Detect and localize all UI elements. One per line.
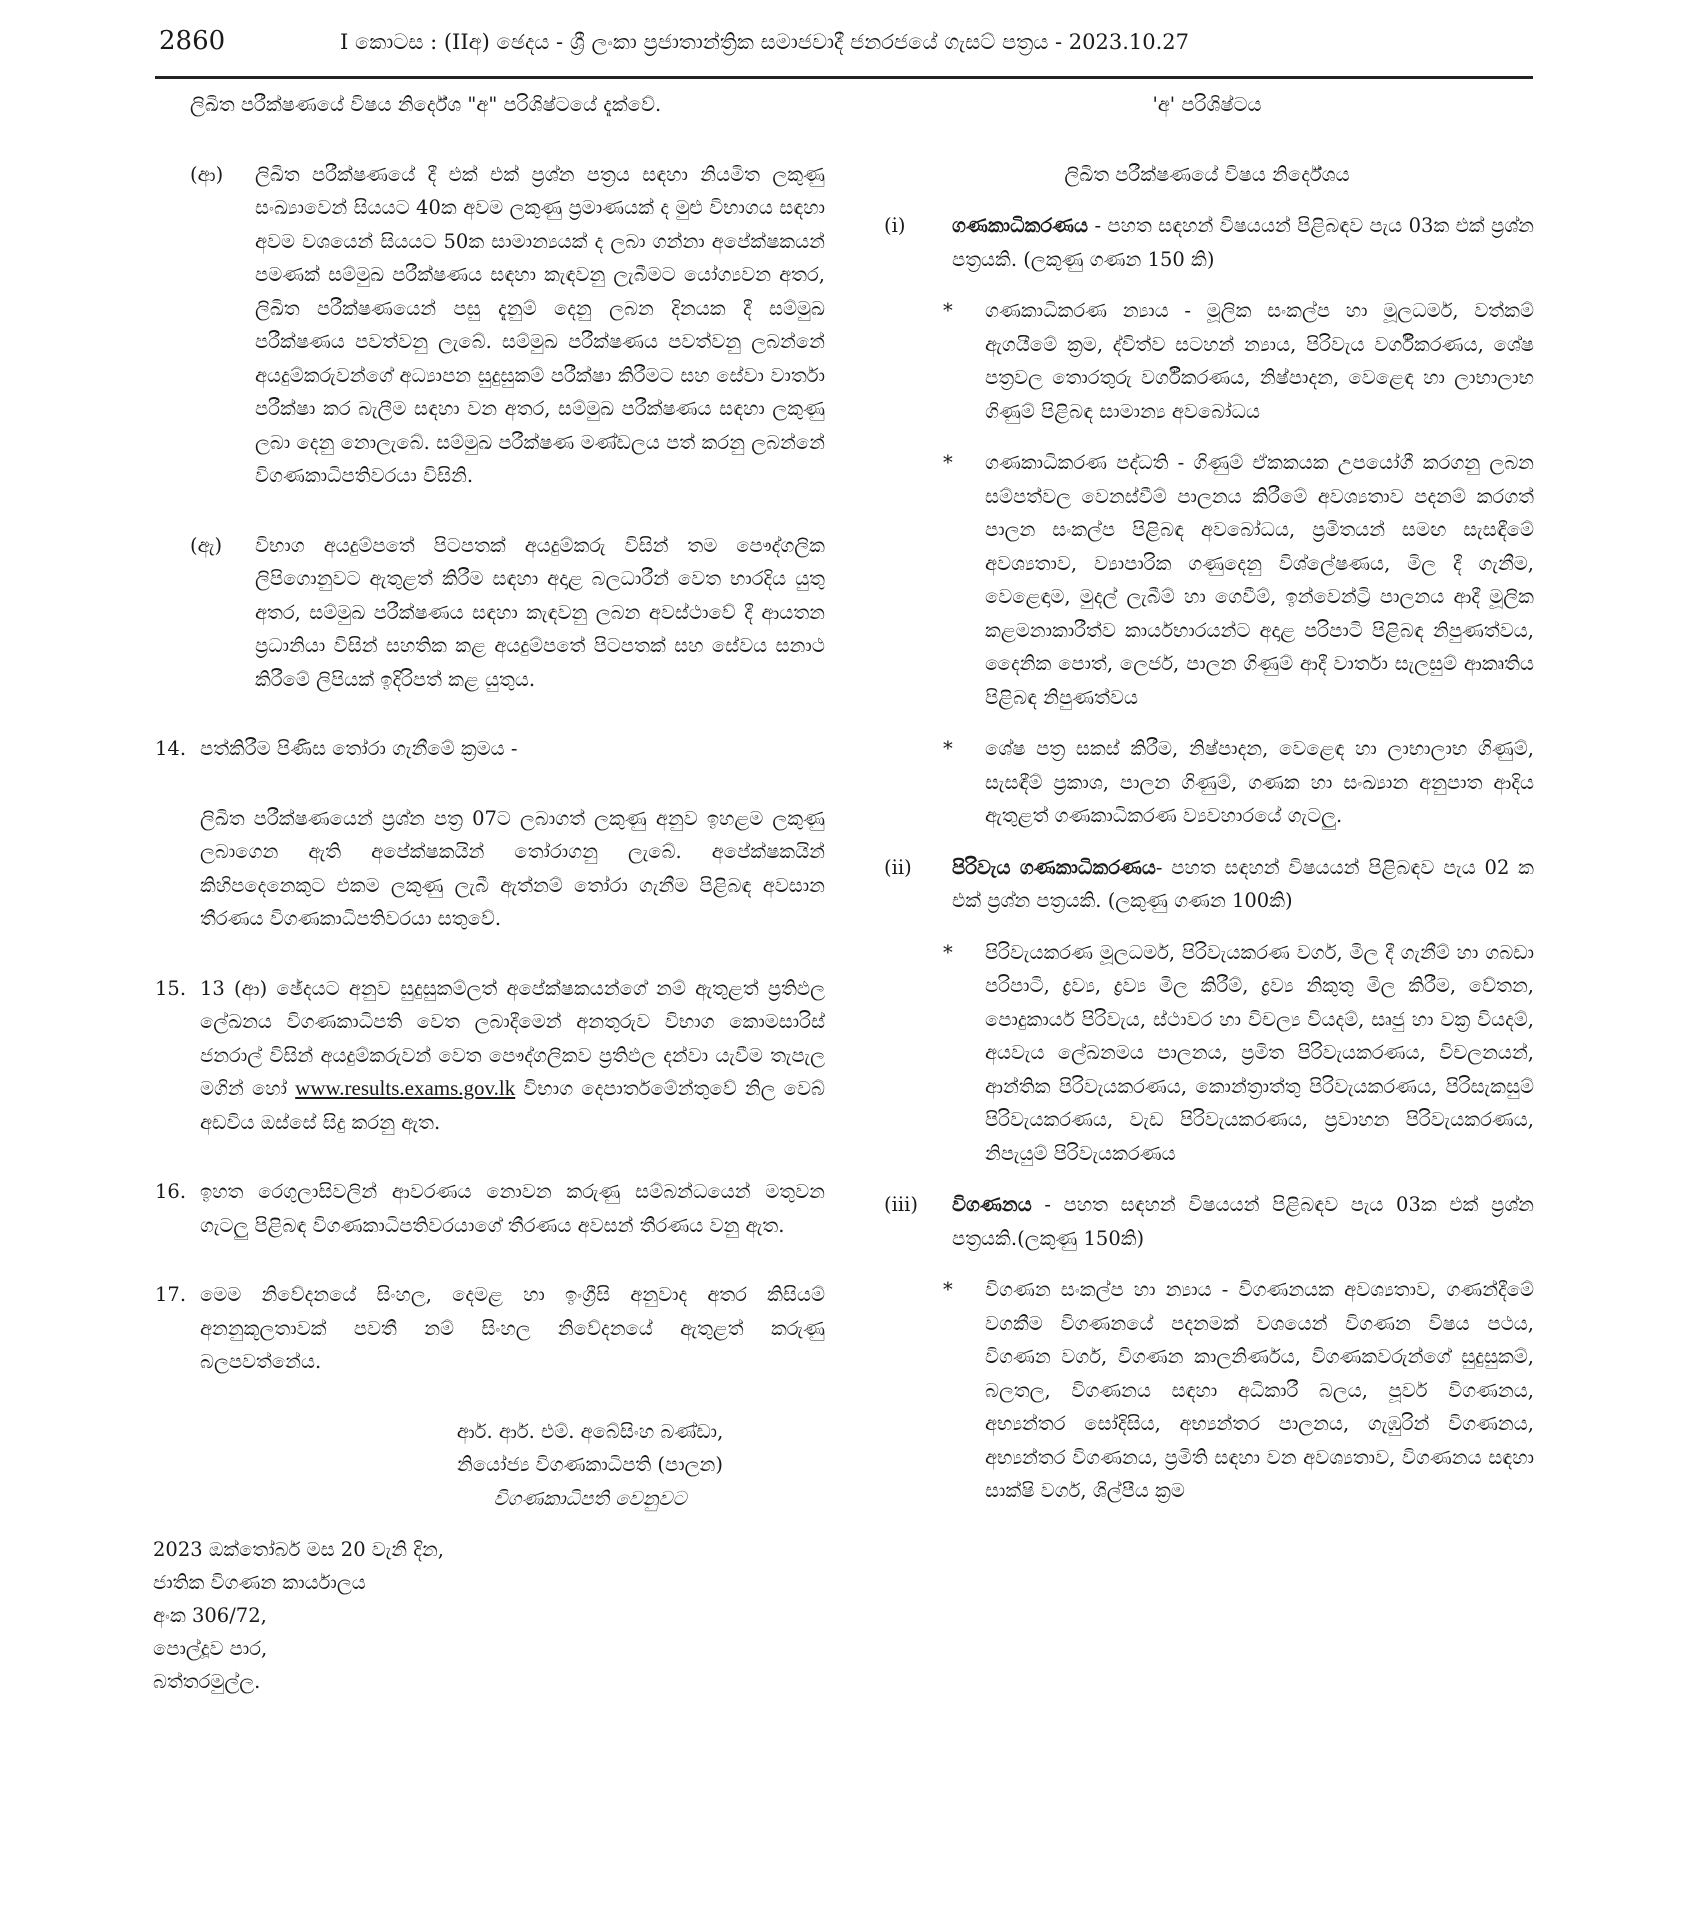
section-14-text: ලිඛිත පරීක්ෂණයෙන් ප්‍රශ්න පත්‍ර 07ට ලබාගත් ලකුණු අනුව ඉහළම ලකුණු ලබාගෙන ඇති අපේක්ෂකයින් තෝරාගනු ලැබේ. අපේක්ෂකයින් කිහිපදෙනෙකුට එකම ලකුණු ලැබී ඇත්නම් තෝරා ගැනීම පිළිබඳ අවසාන තීරණය විගණකාධිපතිවරයා සතුවේ. [200,806,825,930]
signature-block [155,1415,825,1516]
section-number: 14. [155,737,187,760]
address-line: පොල්දූව පාර, [153,1637,268,1660]
subject-i [880,209,1534,276]
section-text: මෙම නිවේදනයේ සිංහල, දෙමළ හා ඉංග්‍රීසි අනුවාද අතර කිසියම් අනනුකූලතාවක් පවතී නම් සිංහල නිවේදනයේ ඇතුළත් කරුණු බලපවත්නේය. [200,1283,825,1373]
subject-text: - පහත සඳහන් විෂයයන් පිළිබඳව පැය 03ක එක් ප්‍රශ්න පත්‍රයකි. (ලකුණු ගණන 150 කි) [952,214,1534,271]
bullet-item [880,732,1534,833]
subject-text: - පහත සඳහන් විෂයයන් පිළිබඳව පැය 02 ක එක් ප්‍රශ්න පත්‍රයකි. (ලකුණු ගණන 100කි) [952,855,1534,912]
signatory-name: ආර්. ආර්. එම්. අබේසිංහ බණ්ඩා, [456,1419,724,1443]
intro-line: ලිඛිත පරීක්ෂණයේ විෂය නිර්දේශ "අ" පරිශිෂ්ටයේ දැක්වේ. [190,93,662,116]
section-number: 17. [155,1283,187,1306]
subject-description [952,1188,1534,1255]
section-number: 16. [155,1180,187,1203]
subject-description [952,851,1534,918]
bullet-text: ශේෂ පත්‍ර සකස් කිරීම, නිෂ්පාදන, වෙළෙඳ හා ලාභාලාභ ගිණුම්, සැසඳීම් ප්‍රකාශ, පාලන ගිණුම්, ගණක හා සංඛ්‍යාන අනුපාත ආදිය ඇතුළත් ගණකාධිකරණ ව්‍යවහාරයේ ගැටලු. [985,737,1534,827]
page-number: 2860 [159,26,226,56]
results-website-link[interactable]: www.results.exams.gov.lk [295,1076,516,1100]
address-block [153,1533,825,1698]
section-number: 15. [155,976,187,1000]
section-15-text-after: විභාග දෙපාර්තමේන්තුවේ නිල වෙබ් අඩවිය ඔස්සේ සිදු කරනු ඇත. [200,1077,825,1134]
bullet-text: විගණන සංකල්ප හා න්‍යාය - විගණනයක අවශ්‍යතාව, ගණන්දීමේ වගකීම විගණනයේ පදනමක් වශයෙන් විගණන විෂය පථය, විගණන වර්ග, විගණන කාලනිර්ණය, විගණකවරුන්ගේ සුදුසුකම්, බලතල, විගණනය සඳහා අධිකාරී බලය, පූර්ව විගණනය, අභ්‍යන්තර සෝදිසිය, අභ්‍යන්තර පාලනය, ගැඹුරින් විගණනය, අභ්‍යන්තර විගණනය, ප්‍රමිති සඳහා වන අවශ්‍යතාව, විගණනය සඳහා සාක්ෂි වර්ග, ශිල්පීය ක්‍රම [985,1278,1534,1502]
clause-text: විභාග අයදුම්පතේ පිටපතක් අයදුම්කරු විසින් තම පෞද්ගලික ලිපිගොනුවට ඇතුළත් කිරීම සඳහා අදාළ බලධාරීන් වෙත භාරදිය යුතු අතර, සම්මුඛ පරීක්ෂණය සඳහා කැඳවනු ලබන අවස්ථාවේ දී ආයතන ප්‍රධානියා විසින් සහතික කළ අයදුම්පතේ පිටපතක් සහ සේවය සනාථ කිරීමේ ලිපියක් ඉදිරිපත් කළ යුතුය. [255,533,825,691]
section-text [200,972,825,1140]
section-heading: පත්කිරීම පිණිස තෝරා ගැනීමේ ක්‍රමය - [200,737,518,760]
subject-label: (i) [884,214,906,237]
subject-text: - පහත සඳහන් විෂයයන් පිළිබඳව පැය 03ක එක් ප්‍රශ්න පත්‍රයකි.(ලකුණු 150කි) [952,1193,1534,1250]
header-rule [155,76,1533,79]
bullet-asterisk: * [943,940,953,964]
section-15-text-before: 13 (ආ) ඡේදයට අනුව සුදුසුකම්ලත් අපේක්ෂකයන්ගේ නම් ඇතුළත් ප්‍රතිඵල ලේඛනය විගණකාධිපති වෙත ලබාදීමෙන් අනතුරුව විභාග කොමසාරිස් ජනරාල් විසින් අයදුම්කරුවන් වෙත පෞද්ගලිකව ප්‍රතිඵල දන්වා යැවීම තැපැල මගින් හෝ [200,976,825,1100]
address-line: 2023 ඔක්තෝබර් මස 20 වැනි දින, [153,1538,444,1561]
subject-heading: ගණකාධිකරණය [952,214,1089,237]
bullet-text: පිරිවැයකරණ මූලධර්ම, පිරිවැයකරණ වර්ග, මිල දී ගැනීම් හා ගබඩා පරිපාටි, ද්‍රව්‍ය, ද්‍රව්‍ය මිල කිරීම්, ද්‍රව්‍ය නිකුතු මිල කිරීම, වේතන, පොදුකාර්ය පිරිවැය, ස්ථාවර හා විචල්‍ය වියදම්, සෘජු හා වක්‍ර වියදම්, අයවැය ලේඛනමය පාලනය, ප්‍රමිත පිරිවැයකරණය, විචලනයන්, ආන්තික පිරිවැයකරණය, කොන්ත්‍රාත්තු පිරිවැයකරණය, පිරිසැකසුම් පිරිවැයකරණය, වැඩ පිරිවැයකරණය, ප්‍රවාහන පිරිවැයකරණය, නිපැයුම් පිරිවැයකරණය [985,940,1534,1165]
bullet-asterisk: * [943,737,953,760]
section-14 [155,732,825,766]
address-line: ජාතික විගණන කාර්යාලය [153,1571,366,1594]
bullet-item [880,446,1534,714]
subject-heading: පිරිවැය ගණකාධිකරණය [952,855,1156,879]
clause-ae [155,529,825,697]
section-17 [155,1278,825,1379]
signatory-title: නියෝජ්‍ය විගණකාධිපති (පාලන) [457,1453,723,1476]
bullet-text: ගණකාධිකරණ පද්ධති - ගිණුම් ඒකකයක උපයෝගී කරගනු ලබන සම්පත්වල වෙනස්වීම් පාලනය කිරීමේ අවශ්‍යතාව පදනම් කරගත් පාලන සංකල්ප පිළිබඳ අවබෝධය, ප්‍රමිතයන් සමඟ සැසඳීමේ අවශ්‍යතාව, ව්‍යාපාරික ගණුදෙනු විශ්ලේෂණය, මිල දී ගැනීම, වෙළෙඳාම, මුදල් ලැබීම් හා ගෙවීම්, ඉන්වෙන්ට්‍රි පාලනය ආදී මූලික කළමනාකාරීත්ව කාර්යභාරයන්ට අදාළ පරිපාටි පිළිබඳ නිපුණත්වය, දෛනික පොත්, ලෙජර්, පාලන ගිණුම් ආදී වාර්තා සැලසුම් ආකෘතිය පිළිබඳ නිපුණත්වය [985,451,1534,709]
clause-label: (ඇ) [190,533,223,557]
bullet-asterisk: * [943,451,953,474]
signatory-behalf: විගණකාධිපති වෙනුවට [493,1486,687,1510]
bullet-asterisk: * [943,299,953,322]
left-column [155,88,825,1698]
bullet-asterisk: * [943,1278,953,1301]
subject-label: (ii) [884,855,912,879]
clause-text: ලිඛිත පරීක්ෂණයේ දී එක් එක් ප්‍රශ්න පත්‍රය සඳහා නියමිත ලකුණු සංඛ්‍යාවෙන් සියයට 40ක අවම ලකුණු ප්‍රමාණයක් ද මුළු විභාගය සඳහා අවම වශයෙන් සියයට 50ක සාමාන්‍යයක් ද ලබා ගන්නා අපේක්ෂකයන් පමණක් සම්මුඛ පරීක්ෂණය සඳහා කැඳවනු ලැබීමට යෝග්‍යවන අතර, ලිඛිත පරීක්ෂණයෙන් පසු දැනුම් දෙනු ලබන දිනයක දී සම්මුඛ පරීක්ෂණය පවත්වනු ලැබේ. සම්මුඛ පරීක්ෂණය පවත්වනු ලබන්නේ අයදුම්කරුවන්ගේ අධ්‍යාපන සුදුසුකම් පරීක්ෂා කිරීමට සහ සේවා වාර්තා පරීක්ෂා කර බැලීම සඳහා වන අතර, සම්මුඛ පරීක්ෂණය සඳහා ලකුණු ලබා දෙනු නොලැබේ. සම්මුඛ පරීක්ෂණ මණ්ඩලය පත් කරනු ලබන්නේ විගණකාධිපතිවරයා විසිනි. [255,162,825,487]
right-column [880,88,1534,1508]
section-16 [155,1175,825,1242]
section-15 [155,972,825,1140]
address-line: අංක 306/72, [153,1604,267,1627]
page-header [155,22,1533,74]
bullet-item [880,1273,1534,1508]
clause-aa [155,158,825,493]
subject-iii [880,1188,1534,1255]
subject-description [952,209,1534,276]
subject-label: (iii) [884,1193,918,1216]
section-text: ඉහත රෙගුලාසිවලින් ආවරණය නොවන කරුණු සම්බන්ධයෙන් මතුවන ගැටලු පිළිබඳ විගණකාධිපතිවරයාගේ තීරණය අවසන් තීරණය වනු ඇත. [200,1180,825,1237]
bullet-item [880,936,1534,1171]
bullet-text: ගණකාධිකරණ න්‍යාය - මූලික සංකල්ප හා මූලධර්ම, වත්කම් ඇගයීමේ ක්‍රම, ද්විත්ව සටහන් න්‍යාය, පිරිවැය වර්ගීකරණය, ශේෂ පත්‍රවල තොරතුරු වර්ගීකරණය, නිෂ්පාදන, වෙළෙඳ හා ලාභාලාභ ගිණුම් පිළිබඳ සාමාන්‍ය අවබෝධය [985,299,1534,423]
address-line: බත්තරමුල්ල. [153,1670,261,1693]
subject-heading: විගණනය [952,1193,1032,1216]
subject-ii [880,851,1534,918]
appendix-title: 'අ' පරිශිෂ්ටය [1152,93,1262,116]
syllabus-title: ලිඛිත පරීක්ෂණයේ විෂය නිර්දේශය [1064,162,1350,186]
clause-label: (ආ) [190,162,224,186]
bullet-item [880,294,1534,428]
running-title: I කොටස : (IIඅ) ඡෙදය - ශ්‍රී ලංකා ප්‍රජාතාන්ත්‍රික සමාජවාදී ජනරජයේ ගැසට් පත්‍රය - 2023.10.27 [340,30,1190,54]
